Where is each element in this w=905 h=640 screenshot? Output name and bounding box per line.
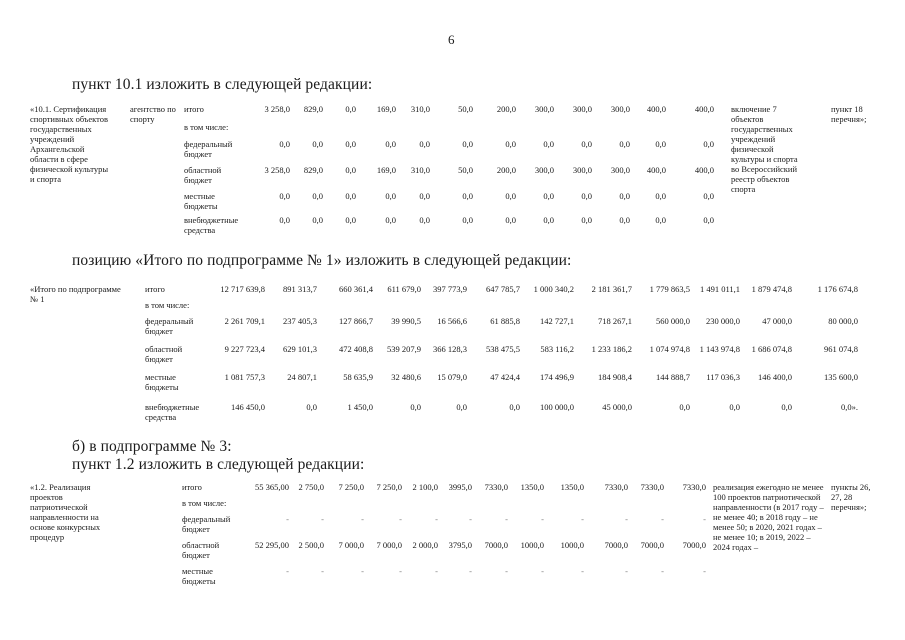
value-cell: 0,0 <box>419 139 430 149</box>
value-cell: 47 000,0 <box>762 316 792 326</box>
value-cell: 0,0 <box>345 215 356 225</box>
value-cell: - <box>286 514 289 524</box>
value-cell: 0,0 <box>581 191 592 201</box>
value-cell: 0,0 <box>619 215 630 225</box>
value-cell: 397 773,9 <box>433 284 467 294</box>
row-label: в том числе: <box>184 122 229 132</box>
value-cell: 310,0 <box>410 165 430 175</box>
value-cell: 538 475,5 <box>486 344 520 354</box>
value-cell: 12 717 639,8 <box>220 284 265 294</box>
value-cell: - <box>661 566 664 576</box>
value-cell: 0,0 <box>509 402 520 412</box>
value-cell: 829,0 <box>303 165 323 175</box>
section-3-name: «1.2. Реализация проектов патриотической направленности на основе конкурсных процедур <box>30 482 101 542</box>
value-cell: 0,0 <box>279 139 290 149</box>
value-cell: 0,0 <box>543 139 554 149</box>
value-cell: 366 128,3 <box>433 344 467 354</box>
value-cell: 1 686 074,8 <box>751 344 792 354</box>
row-label: в том числе: <box>182 498 227 508</box>
value-cell: 0,0 <box>703 191 714 201</box>
value-cell: 300,0 <box>572 165 592 175</box>
value-cell: 184 908,4 <box>598 372 632 382</box>
row-label: внебюджетные средства <box>145 402 200 422</box>
value-cell: 16 566,6 <box>437 316 467 326</box>
value-cell: 1 879 474,8 <box>751 284 792 294</box>
section-2-name: «Итого по подпрограмме № 1 <box>30 284 121 304</box>
value-cell: 3795,0 <box>448 540 472 550</box>
value-cell: 3 258,0 <box>264 104 290 114</box>
value-cell: 7 250,0 <box>376 482 402 492</box>
value-cell: 0,0 <box>279 191 290 201</box>
value-cell: - <box>321 566 324 576</box>
value-cell: 2 000,0 <box>412 540 438 550</box>
value-cell: 3995,0 <box>448 482 472 492</box>
value-cell: 629 101,3 <box>283 344 317 354</box>
value-cell: 0,0 <box>456 402 467 412</box>
value-cell: 2 500,0 <box>298 540 324 550</box>
value-cell: 100 000,0 <box>540 402 574 412</box>
value-cell: - <box>505 566 508 576</box>
value-cell: 2 181 361,7 <box>591 284 632 294</box>
row-label: местные бюджеты <box>182 566 216 586</box>
value-cell: 0,0 <box>781 402 792 412</box>
value-cell: 61 885,8 <box>490 316 520 326</box>
section-3-result: реализация ежегодно не менее 100 проектов патриотической направленности (в 2017 году – не менее 40; в 2018 году – не менее 50; в 2020, 2021 годах – не менее 10; в 2019, 2022 – 2024 годах – <box>713 482 824 552</box>
value-cell: 472 408,8 <box>339 344 373 354</box>
value-cell: - <box>581 514 584 524</box>
value-cell: - <box>469 566 472 576</box>
value-cell: - <box>661 514 664 524</box>
value-cell: 200,0 <box>496 104 516 114</box>
value-cell: 583 116,2 <box>540 344 574 354</box>
value-cell: 142 727,1 <box>540 316 574 326</box>
value-cell: 32 480,6 <box>391 372 421 382</box>
value-cell: 7000,0 <box>484 540 508 550</box>
section-3-link: пункты 26, 27, 28 перечня»; <box>831 482 871 512</box>
value-cell: - <box>361 566 364 576</box>
value-cell: 0,0 <box>679 402 690 412</box>
value-cell: - <box>541 514 544 524</box>
value-cell: 611 679,0 <box>387 284 421 294</box>
value-cell: 39 990,5 <box>391 316 421 326</box>
value-cell: 0,0 <box>655 215 666 225</box>
value-cell: 1000,0 <box>560 540 584 550</box>
value-cell: - <box>435 514 438 524</box>
value-cell: 7 000,0 <box>376 540 402 550</box>
value-cell: 0,0 <box>419 215 430 225</box>
value-cell: 0,0 <box>505 191 516 201</box>
value-cell: 1 779 863,5 <box>649 284 690 294</box>
value-cell: 3 258,0 <box>264 165 290 175</box>
value-cell: 0,0». <box>841 402 858 412</box>
value-cell: 647 785,7 <box>486 284 520 294</box>
value-cell: - <box>361 514 364 524</box>
value-cell: 9 227 723,4 <box>224 344 265 354</box>
value-cell: 0,0 <box>543 191 554 201</box>
value-cell: 0,0 <box>703 215 714 225</box>
value-cell: 310,0 <box>410 104 430 114</box>
value-cell: 7330,0 <box>484 482 508 492</box>
value-cell: 300,0 <box>534 104 554 114</box>
value-cell: 0,0 <box>312 215 323 225</box>
value-cell: 1350,0 <box>560 482 584 492</box>
row-label: местные бюджеты <box>145 372 179 392</box>
value-cell: - <box>321 514 324 524</box>
value-cell: 169,0 <box>376 165 396 175</box>
row-label: итого <box>145 284 165 294</box>
value-cell: 50,0 <box>458 165 473 175</box>
value-cell: 7000,0 <box>640 540 664 550</box>
value-cell: - <box>581 566 584 576</box>
value-cell: - <box>469 514 472 524</box>
value-cell: 300,0 <box>534 165 554 175</box>
row-label: областной бюджет <box>184 165 222 185</box>
value-cell: - <box>625 566 628 576</box>
value-cell: 135 600,0 <box>824 372 858 382</box>
row-label: федеральный бюджет <box>184 139 233 159</box>
value-cell: 400,0 <box>646 165 666 175</box>
value-cell: 80 000,0 <box>828 316 858 326</box>
value-cell: 24 807,1 <box>287 372 317 382</box>
value-cell: 300,0 <box>610 165 630 175</box>
value-cell: - <box>703 514 706 524</box>
value-cell: 117 036,3 <box>706 372 740 382</box>
value-cell: 1000,0 <box>520 540 544 550</box>
value-cell: 237 405,3 <box>283 316 317 326</box>
value-cell: 55 365,00 <box>255 482 289 492</box>
value-cell: 829,0 <box>303 104 323 114</box>
value-cell: 0,0 <box>619 139 630 149</box>
value-cell: 7330,0 <box>682 482 706 492</box>
value-cell: 400,0 <box>646 104 666 114</box>
value-cell: 560 000,0 <box>656 316 690 326</box>
row-label: итого <box>182 482 202 492</box>
value-cell: 0,0 <box>462 191 473 201</box>
value-cell: 1 143 974,8 <box>699 344 740 354</box>
value-cell: 0,0 <box>462 139 473 149</box>
value-cell: 0,0 <box>410 402 421 412</box>
value-cell: 0,0 <box>385 191 396 201</box>
value-cell: 0,0 <box>385 139 396 149</box>
value-cell: - <box>435 566 438 576</box>
value-cell: 1 491 011,1 <box>699 284 740 294</box>
value-cell: 7 250,0 <box>338 482 364 492</box>
value-cell: 0,0 <box>345 191 356 201</box>
value-cell: 0,0 <box>655 191 666 201</box>
section-3-heading: пункт 1.2 изложить в следующей редакции: <box>72 456 365 473</box>
section-1-name: «10.1. Сертификация спортивных объектов государственных учреждений Архангельской области в сфере физической культуры и спорта <box>30 104 109 184</box>
value-cell: 7000,0 <box>682 540 706 550</box>
section-1-result: включение 7 объектов государственных учреждений физической культуры и спорта во Всероссийский реестр объектов спорта <box>731 104 798 194</box>
value-cell: 0,0 <box>655 139 666 149</box>
value-cell: 891 313,7 <box>283 284 317 294</box>
value-cell: 144 888,7 <box>656 372 690 382</box>
value-cell: 2 750,0 <box>298 482 324 492</box>
row-label: областной бюджет <box>182 540 220 560</box>
value-cell: 146 400,0 <box>758 372 792 382</box>
value-cell: 58 635,9 <box>343 372 373 382</box>
value-cell: 1350,0 <box>520 482 544 492</box>
value-cell: 7330,0 <box>604 482 628 492</box>
value-cell: 0,0 <box>729 402 740 412</box>
section-3-subheading: б) в подпрограмме № 3: <box>72 438 232 455</box>
value-cell: 400,0 <box>694 165 714 175</box>
value-cell: 300,0 <box>610 104 630 114</box>
value-cell: 169,0 <box>376 104 396 114</box>
value-cell: 0,0 <box>345 104 356 114</box>
row-label: областной бюджет <box>145 344 183 364</box>
value-cell: 0,0 <box>419 191 430 201</box>
value-cell: 0,0 <box>619 191 630 201</box>
value-cell: 15 079,0 <box>437 372 467 382</box>
value-cell: - <box>625 514 628 524</box>
value-cell: 2 261 709,1 <box>224 316 265 326</box>
row-label: федеральный бюджет <box>182 514 231 534</box>
row-label: внебюджетные средства <box>184 215 239 235</box>
value-cell: 1 074 974,8 <box>649 344 690 354</box>
value-cell: 0,0 <box>306 402 317 412</box>
section-1-link: пункт 18 перечня»; <box>831 104 867 124</box>
value-cell: 300,0 <box>572 104 592 114</box>
value-cell: 50,0 <box>458 104 473 114</box>
value-cell: 7000,0 <box>604 540 628 550</box>
row-label: в том числе: <box>145 300 190 310</box>
section-1-heading: пункт 10.1 изложить в следующей редакции: <box>72 76 373 93</box>
value-cell: 0,0 <box>543 215 554 225</box>
page-number: 6 <box>448 32 455 47</box>
value-cell: 400,0 <box>694 104 714 114</box>
value-cell: 0,0 <box>581 215 592 225</box>
row-label: федеральный бюджет <box>145 316 194 336</box>
value-cell: 0,0 <box>345 139 356 149</box>
value-cell: 0,0 <box>345 165 356 175</box>
value-cell: 1 176 674,8 <box>817 284 858 294</box>
value-cell: 200,0 <box>496 165 516 175</box>
value-cell: 0,0 <box>312 139 323 149</box>
row-label: итого <box>184 104 204 114</box>
value-cell: 1 233 186,2 <box>591 344 632 354</box>
value-cell: - <box>541 566 544 576</box>
value-cell: 0,0 <box>462 215 473 225</box>
section-1-executor: агентство по спорту <box>130 104 176 124</box>
value-cell: 1 000 340,2 <box>533 284 574 294</box>
value-cell: 961 074,8 <box>824 344 858 354</box>
value-cell: 0,0 <box>581 139 592 149</box>
value-cell: 660 361,4 <box>339 284 373 294</box>
value-cell: 0,0 <box>312 191 323 201</box>
value-cell: 146 450,0 <box>231 402 265 412</box>
value-cell: - <box>286 566 289 576</box>
section-2-heading: позицию «Итого по подпрограмме № 1» изложить в следующей редакции: <box>72 252 572 269</box>
value-cell: 1 081 757,3 <box>224 372 265 382</box>
value-cell: 7 000,0 <box>338 540 364 550</box>
value-cell: 7330,0 <box>640 482 664 492</box>
value-cell: 0,0 <box>505 215 516 225</box>
value-cell: - <box>399 514 402 524</box>
value-cell: 45 000,0 <box>602 402 632 412</box>
value-cell: 230 000,0 <box>706 316 740 326</box>
value-cell: 539 207,9 <box>387 344 421 354</box>
value-cell: 0,0 <box>385 215 396 225</box>
value-cell: 174 496,9 <box>540 372 574 382</box>
value-cell: 0,0 <box>703 139 714 149</box>
value-cell: 0,0 <box>279 215 290 225</box>
row-label: местные бюджеты <box>184 191 218 211</box>
value-cell: 0,0 <box>505 139 516 149</box>
value-cell: - <box>703 566 706 576</box>
value-cell: 47 424,4 <box>490 372 520 382</box>
value-cell: 52 295,00 <box>255 540 289 550</box>
value-cell: - <box>399 566 402 576</box>
value-cell: 2 100,0 <box>412 482 438 492</box>
value-cell: 1 450,0 <box>347 402 373 412</box>
value-cell: 718 267,1 <box>598 316 632 326</box>
value-cell: - <box>505 514 508 524</box>
value-cell: 127 866,7 <box>339 316 373 326</box>
